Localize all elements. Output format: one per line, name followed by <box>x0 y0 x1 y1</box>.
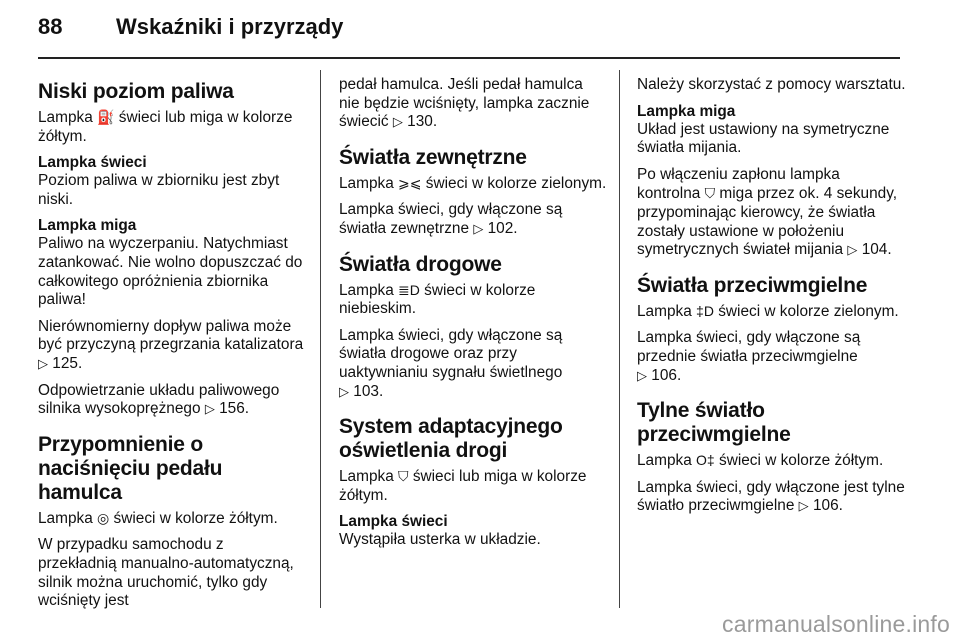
lamp-blink-text: Paliwo na wyczerpaniu. Natychmiast zatankować. Nie wolno dopuszczać do całkowitego opróżnienia zbiornika paliwa! <box>38 235 303 309</box>
page-ref[interactable]: 106. <box>651 366 682 384</box>
page-ref-arrow-icon: ▷ <box>798 498 809 514</box>
column-divider-1 <box>320 70 321 608</box>
page-ref[interactable]: 130. <box>407 113 438 131</box>
heading-fog-lights: Światła przeciwmgielne <box>637 273 868 297</box>
page-ref-arrow-icon: ▷ <box>204 401 215 417</box>
column-3 <box>637 66 907 524</box>
text: Lampka <box>637 452 692 470</box>
afl-blink-text: Układ jest ustawiony na symetryczne światła mijania. <box>637 120 890 157</box>
afl-intro <box>339 467 607 505</box>
high-text <box>339 327 607 401</box>
heading-low-fuel: Niski poziom paliwa <box>38 80 234 103</box>
heading-high-beam: Światła drogowe <box>339 252 502 276</box>
rfog-text <box>637 479 907 516</box>
subheading-afl-on: Lampka świeci <box>339 513 448 531</box>
column-divider-2 <box>619 70 620 608</box>
afl-continued: Należy skorzystać z pomocy warsztatu. <box>637 76 906 93</box>
column-1 <box>38 66 306 619</box>
page-header <box>0 0 960 58</box>
page-ref[interactable]: 125. <box>52 354 83 372</box>
page-ref[interactable]: 156. <box>219 400 250 418</box>
text: Lampka <box>38 509 93 527</box>
heading-exterior-lights: Światła zewnętrzne <box>339 145 527 169</box>
ext-intro <box>339 174 607 194</box>
fuel-pump-icon: ⛽ <box>97 109 115 125</box>
column-2 <box>339 66 607 558</box>
page-ref[interactable]: 103. <box>353 382 384 400</box>
text: świeci w kolorze żółtym. <box>719 452 884 470</box>
exterior-light-icon: ⩾⩽ <box>398 174 422 191</box>
heading-brake-reminder: Przypomnienie o naciśnięciu pedału hamulca <box>38 432 223 504</box>
page-ref-arrow-icon: ▷ <box>38 355 48 371</box>
subheading-lamp-blink: Lampka miga <box>38 217 137 235</box>
subheading-afl-blink: Lampka miga <box>637 102 736 120</box>
page-ref[interactable]: 102. <box>487 219 518 237</box>
brake-continued <box>339 76 607 132</box>
page-ref[interactable]: 104. <box>861 241 892 259</box>
page-ref-arrow-icon: ▷ <box>339 383 349 399</box>
rfog-intro <box>637 451 907 471</box>
text: Lampka świeci, gdy włączone jest tylne światło przeciwmgielne <box>637 478 905 515</box>
brake-pedal-icon: ◎ <box>97 509 110 526</box>
page-ref[interactable]: 106. <box>812 497 843 515</box>
high-beam-icon: ≣D <box>398 281 420 298</box>
text: Lampka <box>339 281 394 299</box>
text: świeci w kolorze żółtym. <box>113 509 278 527</box>
vent-text <box>38 382 306 419</box>
text: Lampka <box>637 302 692 320</box>
text: Lampka świeci, gdy włączone są światła zewnętrzne <box>339 201 563 237</box>
text: Lampka świeci, gdy włączone są przednie światła przeciwmgielne <box>637 329 861 365</box>
rear-fog-light-icon: O‡ <box>696 452 715 469</box>
adaptive-light-icon: ⛉ <box>398 468 409 485</box>
page-ref-arrow-icon: ▷ <box>473 220 484 236</box>
text: Lampka <box>339 174 394 192</box>
header-rule <box>38 57 900 59</box>
text: Lampka <box>38 109 93 126</box>
text: świeci w kolorze niebieskim. <box>339 281 536 318</box>
ext-text <box>339 201 607 238</box>
text: pedał hamulca. Jeśli pedał hamulca nie będzie wciśnięty, lampka zacznie świecić <box>339 76 590 131</box>
page-ref-arrow-icon: ▷ <box>637 367 647 383</box>
text: świeci w kolorze zielonym. <box>425 174 607 192</box>
fog-intro <box>637 302 907 322</box>
text: świeci w kolorze zielonym. <box>718 302 899 320</box>
adaptive-light-icon: ⛉ <box>704 185 716 202</box>
watermark: carmanualsonline.info <box>722 611 950 637</box>
heading-rear-fog-light: Tylne światło przeciwmgielne <box>637 399 791 447</box>
lamp-on-text: Poziom paliwa w zbiorniku jest zbyt niski. <box>38 172 280 208</box>
text: świeci lub miga w kolorze żółtym. <box>38 109 293 145</box>
page-ref-arrow-icon: ▷ <box>847 242 858 258</box>
afl-on-text: Wystąpiła usterka w układzie. <box>339 531 541 549</box>
brake-text: W przypadku samochodu z przekładnią manualno-automatyczną, silnik można uruchomić, tylko gdy wciśnięty jest <box>38 536 294 610</box>
fog-text <box>637 329 907 385</box>
text: Lampka świeci, gdy włączone są światła drogowe oraz przy uaktywnianiu sygnału świetlnego <box>339 326 563 381</box>
page-title: Wskaźniki i przyrządy <box>116 14 344 39</box>
text: Po włączeniu zapłonu lampka kontrolna <box>637 165 840 203</box>
subheading-lamp-on: Lampka świeci <box>38 154 147 172</box>
catalyst-text <box>38 318 306 374</box>
page-ref-arrow-icon: ▷ <box>392 114 403 130</box>
fog-light-icon: ‡D <box>696 302 714 319</box>
text: Nierównomierny dopływ paliwa może być przyczyną przegrzania katalizatora <box>38 317 304 354</box>
page-number: 88 <box>38 14 63 39</box>
heading-adaptive-lighting: System adaptacyjnego oświetlenia drogi <box>339 415 563 463</box>
brake-intro <box>38 509 306 529</box>
text: świeci lub miga w kolorze żółtym. <box>339 468 587 504</box>
ignition-text <box>637 166 907 260</box>
text: miga przez ok. 4 sekundy, przypominając kierowcy, że światła zostały ustawione w położeniu symetrycznych świateł mijania <box>637 185 898 259</box>
text: Odpowietrzanie układu paliwowego silnika wysokoprężnego <box>38 381 280 418</box>
fuel-intro <box>38 108 306 146</box>
text: Lampka <box>339 468 394 486</box>
high-intro <box>339 281 607 319</box>
